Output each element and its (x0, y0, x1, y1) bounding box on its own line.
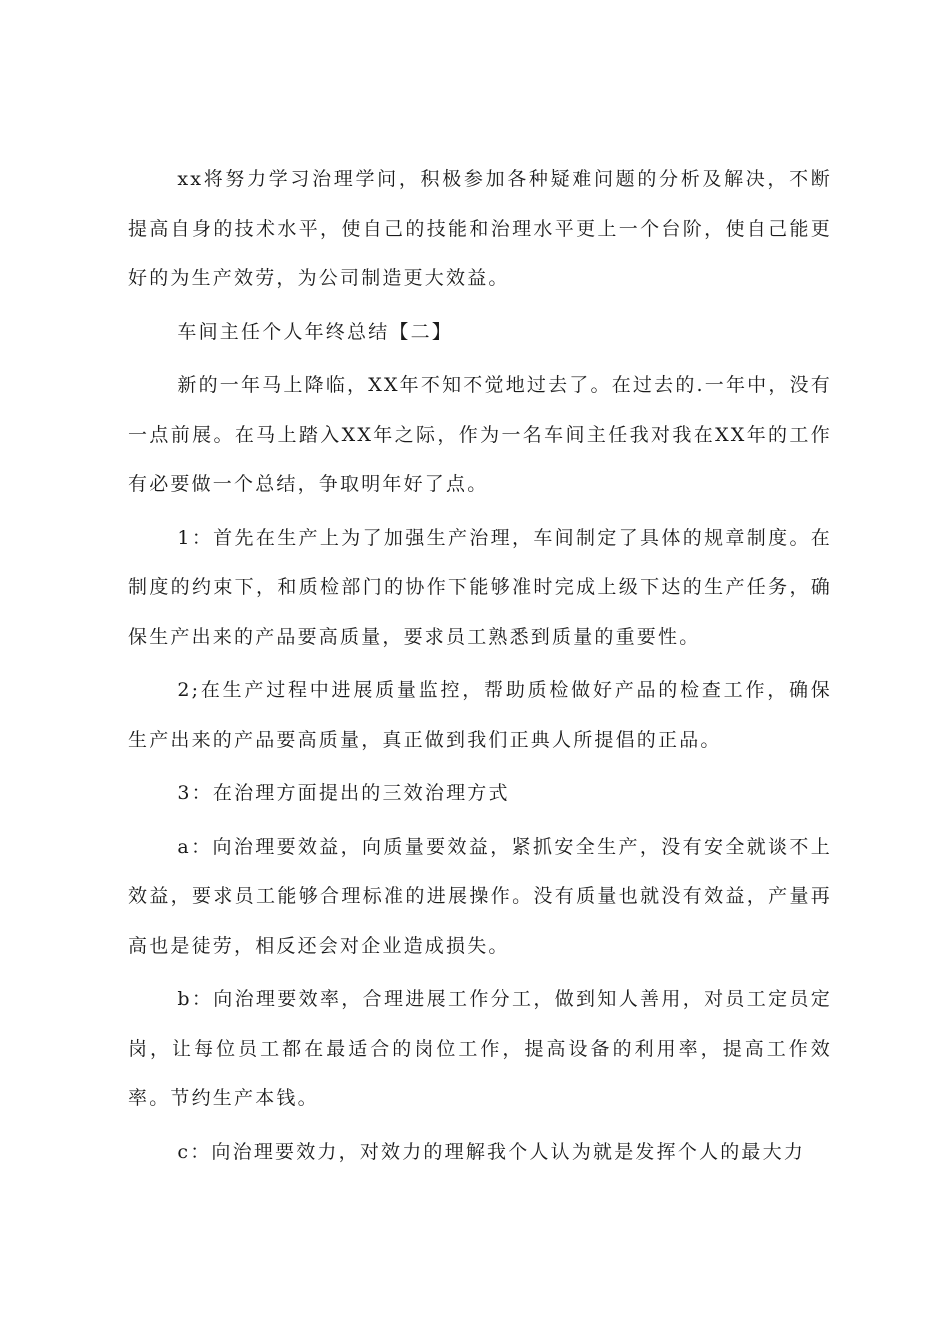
paragraph-item-3: 3：在治理方面提出的三效治理方式 (177, 782, 510, 804)
paragraph-item-b: b：向治理要效率，合理进展工作分工，做到知人善用，对员工定员定岗，让每位员工都在最适合的岗位工作，提高设备的利用率，提高工作效率。节约生产本钱。 (128, 988, 832, 1109)
paragraph-new-year: 新的一年马上降临，XX年不知不觉地过去了。在过去的.一年中，没有一点前展。在马上踏入XX年之际，作为一名车间主任我对我在XX年的工作有必要做一个总结，争取明年好了点。 (128, 374, 832, 495)
paragraph-item-a: a：向治理要效益，向质量要效益，紧抓安全生产，没有安全就谈不上效益，要求员工能够合理标准的进展操作。没有质量也就没有效益，产量再高也是徒劳，相反还会对企业造成损失。 (128, 835, 832, 957)
paragraph-intro: xx将努力学习治理学问，积极参加各种疑难问题的分析及解决，不断提高自身的技术水平，使自己的技能和治理水平更上一个台阶，使自己能更好的为生产效劳，为公司制造更大效益。 (128, 168, 832, 289)
paragraph-item-1: 1：首先在生产上为了加强生产治理，车间制定了具体的规章制度。在制度的约束下，和质检部门的协作下能够准时完成上级下达的生产任务，确保生产出来的产品要高质量，要求员工熟悉到质量的重要性。 (128, 526, 832, 648)
paragraph-item-c: c：向治理要效力，对效力的理解我个人认为就是发挥个人的最大力 (177, 1140, 806, 1163)
paragraph-item-2: 2;在生产过程中进展质量监控，帮助质检做好产品的检查工作，确保生产出来的产品要高质量，真正做到我们正典人所提倡的正品。 (128, 679, 832, 751)
section-heading: 车间主任个人年终总结【二】 (177, 320, 453, 343)
document-body (128, 155, 832, 1181)
